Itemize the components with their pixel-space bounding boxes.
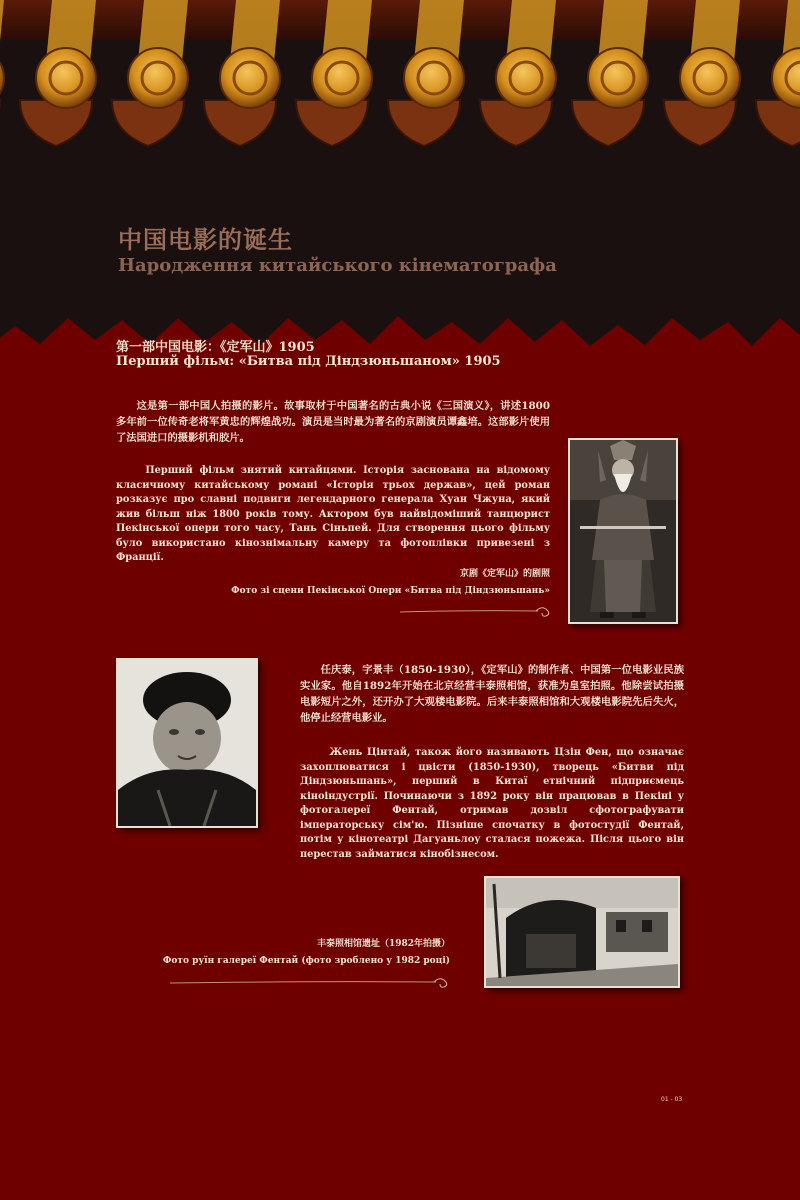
tile-end-icon: [496, 48, 556, 108]
tile-end-icon: [312, 48, 372, 108]
tile-end-icon: [36, 48, 96, 108]
page-title-ua: Народження китайського кінематографа: [118, 255, 557, 276]
section1-paragraph-ua: Перший фільм знятий китайцями. Історія заснована на відомому класичному китайському романі «Історія трьох держав», цей роман розказує про славні подвиги легендарного генерала Хуан Чжуна, який жив більш ніж 1800 років тому. Актором був найвідоміший танцюрист Пекінської опери того часу, Тань Сіньпей. Для створення цього фільму було використано кінознімальну камеру та фотоплівки привезені з Франції.: [116, 465, 550, 563]
tile-end-icon: [588, 48, 648, 108]
page-number: 01 - 03: [661, 1096, 683, 1103]
tile-end-icon: [404, 48, 464, 108]
page-title-cn: 中国电影的诞生: [118, 226, 293, 254]
ruins-photo: [484, 876, 680, 988]
roof-tiles-banner: [0, 0, 800, 360]
tile-end-icon: [220, 48, 280, 108]
tile-end-icon: [680, 48, 740, 108]
section1-subtitle-ua: Перший фільм: «Битва під Діндзюньшаном» 1905: [116, 354, 501, 369]
section3-caption-group: [150, 936, 450, 976]
flourish-divider-2: [170, 974, 454, 990]
section1-paragraph-cn: 这是第一部中国人拍摄的影片。故事取材于中国著名的古典小说《三国演义》，讲述1800多年前一位传奇老将军黄忠的辉煌战功。演员是当时最为著名的京剧演员谭鑫培。这部影片使用了法国进口的摄影机和胶片。: [116, 400, 550, 444]
section3-caption-cn: 丰泰照相馆遗址（1982年拍摄）: [316, 939, 450, 949]
opera-photo: [568, 438, 678, 624]
section3-caption-ua: Фото руїн галереї Фентай (фото зроблено у 1982 році): [162, 956, 450, 966]
flourish-divider: [400, 604, 555, 618]
section1-subtitle-cn: 第一部中国电影：《定军山》1905: [116, 340, 315, 355]
section2-paragraph-cn: 任庆泰，字景丰（1850-1930），《定军山》的制作者、中国第一位电影业民族实业家。他自1892年开始在北京经营丰泰照相馆，获准为皇室拍照。他除尝试拍摄电影短片之外，还开办了大观楼电影院。后来丰泰照相馆和大观楼电影院先后失火，他停止经营电影业。: [300, 664, 684, 724]
section1-caption-cn: 京剧《定军山》的剧照: [459, 569, 550, 579]
section1-caption-ua: Фото зі сцени Пекінської Опери «Битва під Діндзюньшань»: [231, 586, 550, 596]
portrait-photo: [116, 658, 258, 828]
section1-caption-group: [200, 566, 550, 606]
tile-end-icon: [128, 48, 188, 108]
section2-paragraph-ua: Жень Цінтай, також його називають Цзін Фен, що означає захоплюватися і цвісти (1850-1930), творець «Битви під Діндзюньшань», перший в Китаї етнічний підприємець кіноіндустрії. Починаючи з 1892 року він працював в Пекіні у фотогалереї Фентай, отримав дозвіл сфотографувати імператорську сім'ю. Пізніше спочатку в фотостудії Фентай, потім у кінотеатрі Дагуаньлоу сталася пожежа. Після цього він перестав займатися кінобізнесом.: [300, 747, 684, 860]
